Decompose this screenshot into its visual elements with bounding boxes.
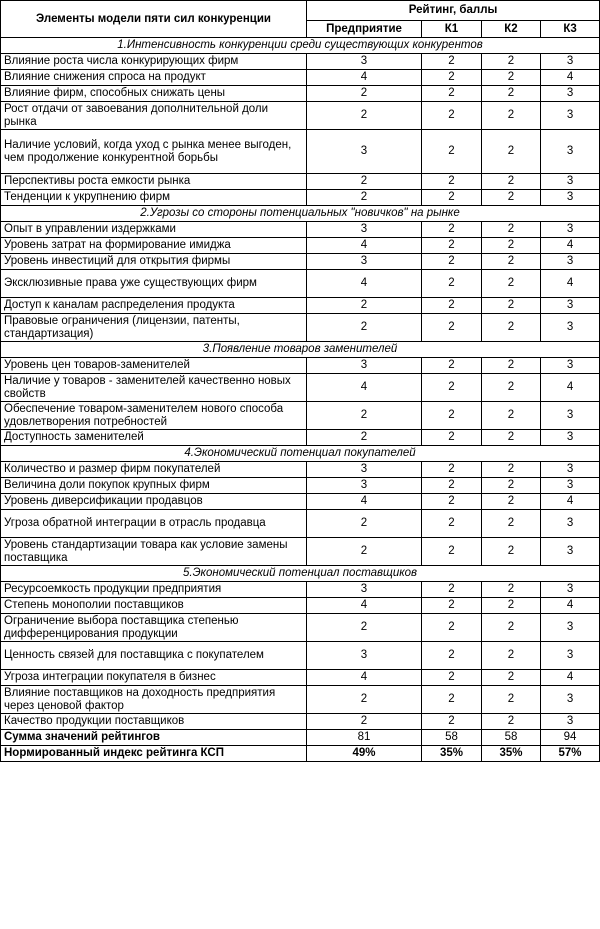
value-k1: 2: [422, 714, 482, 730]
value-k3: 3: [541, 686, 600, 714]
row-label: Доступ к каналам распределения продукта: [1, 298, 307, 314]
value-k2: 2: [482, 714, 541, 730]
value-k3: 4: [541, 238, 600, 254]
value-k3: 3: [541, 298, 600, 314]
value-enterprise: 4: [307, 598, 422, 614]
col-header-rating: Рейтинг, баллы: [307, 1, 600, 21]
value-enterprise: 3: [307, 478, 422, 494]
value-enterprise: 4: [307, 270, 422, 298]
value-enterprise: 4: [307, 374, 422, 402]
value-enterprise: 2: [307, 174, 422, 190]
col-header-k3: К3: [541, 21, 600, 38]
value-k3: 3: [541, 510, 600, 538]
value-enterprise: 3: [307, 462, 422, 478]
value-enterprise: 2: [307, 686, 422, 714]
value-k2: 2: [482, 582, 541, 598]
value-k1: 2: [422, 314, 482, 342]
value-k2: 2: [482, 130, 541, 174]
value-enterprise: 2: [307, 714, 422, 730]
row-label: Тенденции к укрупнению фирм: [1, 190, 307, 206]
value-k3: 4: [541, 494, 600, 510]
row-label: Доступность заменителей: [1, 430, 307, 446]
value-k1: 2: [422, 670, 482, 686]
value-k1: 2: [422, 70, 482, 86]
value-k1: 2: [422, 642, 482, 670]
row-label: Угроза интеграции покупателя в бизнес: [1, 670, 307, 686]
row-label: Количество и размер фирм покупателей: [1, 462, 307, 478]
value-k1: 2: [422, 358, 482, 374]
value-k3: 3: [541, 102, 600, 130]
value-enterprise: 4: [307, 238, 422, 254]
value-enterprise: 2: [307, 402, 422, 430]
value-k1: 2: [422, 374, 482, 402]
value-k2: 2: [482, 538, 541, 566]
value-enterprise: 2: [307, 430, 422, 446]
value-enterprise: 3: [307, 54, 422, 70]
row-label: Наличие условий, когда уход с рынка менее выгоден, чем продолжение конкурентной борьбы: [1, 130, 307, 174]
value-enterprise: 2: [307, 102, 422, 130]
row-label: Уровень инвестиций для открытия фирмы: [1, 254, 307, 270]
row-label: Качество продукции поставщиков: [1, 714, 307, 730]
value-k2: 2: [482, 614, 541, 642]
value-enterprise: 3: [307, 642, 422, 670]
section-title: 4.Экономический потенциал покупателей: [1, 446, 600, 462]
value-k1: 2: [422, 222, 482, 238]
value-k1: 2: [422, 478, 482, 494]
value-enterprise: 3: [307, 358, 422, 374]
value-enterprise: 3: [307, 582, 422, 598]
row-label: Уровень стандартизации товара как условие замены поставщика: [1, 538, 307, 566]
value-k1: 2: [422, 538, 482, 566]
value-k3: 3: [541, 642, 600, 670]
row-label: Влияние поставщиков на доходность предприятия через ценовой фактор: [1, 686, 307, 714]
sum-row: [1, 730, 600, 746]
value-k3: 4: [541, 270, 600, 298]
section-title: 2.Угрозы со стороны потенциальных "новичков" на рынке: [1, 206, 600, 222]
value-enterprise: 3: [307, 130, 422, 174]
value-k3: 3: [541, 86, 600, 102]
value-k1: 2: [422, 402, 482, 430]
row-label: Опыт в управлении издержками: [1, 222, 307, 238]
value-k1: 2: [422, 298, 482, 314]
row-label: Рост отдачи от завоевания дополнительной доли рынка: [1, 102, 307, 130]
value-k2: 2: [482, 174, 541, 190]
value-k2: 2: [482, 462, 541, 478]
value-k1: 2: [422, 254, 482, 270]
value-k2: 2: [482, 494, 541, 510]
value-k2: 2: [482, 70, 541, 86]
value-k3: 4: [541, 598, 600, 614]
value-k3: 3: [541, 54, 600, 70]
value-enterprise: 3: [307, 222, 422, 238]
index-enterprise: 49%: [307, 746, 422, 762]
col-header-k2: К2: [482, 21, 541, 38]
value-k2: 2: [482, 510, 541, 538]
value-enterprise: 4: [307, 70, 422, 86]
value-k3: 3: [541, 714, 600, 730]
value-k2: 2: [482, 670, 541, 686]
row-label: Уровень затрат на формирование имиджа: [1, 238, 307, 254]
value-k2: 2: [482, 686, 541, 714]
value-k3: 3: [541, 130, 600, 174]
value-enterprise: 2: [307, 510, 422, 538]
value-k1: 2: [422, 86, 482, 102]
value-k2: 2: [482, 222, 541, 238]
sum-k3: 94: [541, 730, 600, 746]
value-k1: 2: [422, 190, 482, 206]
sum-enterprise: 81: [307, 730, 422, 746]
value-enterprise: 2: [307, 614, 422, 642]
value-enterprise: 2: [307, 538, 422, 566]
value-k1: 2: [422, 598, 482, 614]
sum-k1: 58: [422, 730, 482, 746]
value-enterprise: 3: [307, 254, 422, 270]
value-k3: 3: [541, 478, 600, 494]
value-k1: 2: [422, 130, 482, 174]
sum-k2: 58: [482, 730, 541, 746]
value-k3: 3: [541, 190, 600, 206]
row-label: Ограничение выбора поставщика степенью дифференцирования продукции: [1, 614, 307, 642]
value-k3: 3: [541, 314, 600, 342]
value-k2: 2: [482, 298, 541, 314]
value-k1: 2: [422, 510, 482, 538]
sum-label: Сумма значений рейтингов: [1, 730, 307, 746]
value-k3: 3: [541, 254, 600, 270]
index-k3: 57%: [541, 746, 600, 762]
row-label: Наличие у товаров - заменителей качественно новых свойств: [1, 374, 307, 402]
value-k1: 2: [422, 270, 482, 298]
row-label: Влияние роста числа конкурирующих фирм: [1, 54, 307, 70]
value-k3: 4: [541, 670, 600, 686]
value-k2: 2: [482, 642, 541, 670]
index-k2: 35%: [482, 746, 541, 762]
value-k1: 2: [422, 582, 482, 598]
section-title: 5.Экономический потенциал поставщиков: [1, 566, 600, 582]
value-k1: 2: [422, 102, 482, 130]
value-k3: 3: [541, 582, 600, 598]
index-row: [1, 746, 600, 762]
value-k2: 2: [482, 254, 541, 270]
row-label: Степень монополии поставщиков: [1, 598, 307, 614]
value-k1: 2: [422, 686, 482, 714]
row-label: Эксклюзивные права уже существующих фирм: [1, 270, 307, 298]
value-k2: 2: [482, 54, 541, 70]
row-label: Ценность связей для поставщика с покупателем: [1, 642, 307, 670]
row-label: Уровень диверсификации продавцов: [1, 494, 307, 510]
value-k2: 2: [482, 270, 541, 298]
value-k3: 4: [541, 70, 600, 86]
value-k2: 2: [482, 102, 541, 130]
row-label: Влияние фирм, способных снижать цены: [1, 86, 307, 102]
index-label: Нормированный индекс рейтинга КСП: [1, 746, 307, 762]
value-k3: 3: [541, 538, 600, 566]
value-enterprise: 2: [307, 298, 422, 314]
value-k1: 2: [422, 614, 482, 642]
row-label: Влияние снижения спроса на продукт: [1, 70, 307, 86]
value-k2: 2: [482, 358, 541, 374]
col-header-k1: К1: [422, 21, 482, 38]
value-k2: 2: [482, 238, 541, 254]
value-enterprise: 2: [307, 314, 422, 342]
row-label: Угроза обратной интеграции в отрасль продавца: [1, 510, 307, 538]
value-k2: 2: [482, 478, 541, 494]
value-enterprise: 2: [307, 190, 422, 206]
value-enterprise: 2: [307, 86, 422, 102]
value-k3: 3: [541, 430, 600, 446]
value-enterprise: 4: [307, 670, 422, 686]
row-label: Уровень цен товаров-заменителей: [1, 358, 307, 374]
row-label: Величина доли покупок крупных фирм: [1, 478, 307, 494]
col-header-element: Элементы модели пяти сил конкуренции: [1, 1, 307, 38]
value-k1: 2: [422, 494, 482, 510]
value-k3: 3: [541, 222, 600, 238]
value-k2: 2: [482, 86, 541, 102]
value-k3: 3: [541, 402, 600, 430]
value-k3: 3: [541, 462, 600, 478]
index-k1: 35%: [422, 746, 482, 762]
value-k3: 4: [541, 374, 600, 402]
value-k1: 2: [422, 430, 482, 446]
value-k3: 3: [541, 358, 600, 374]
value-k1: 2: [422, 238, 482, 254]
section-title: 3.Появление товаров заменителей: [1, 342, 600, 358]
value-k2: 2: [482, 374, 541, 402]
value-k1: 2: [422, 174, 482, 190]
value-enterprise: 4: [307, 494, 422, 510]
value-k2: 2: [482, 430, 541, 446]
value-k1: 2: [422, 462, 482, 478]
value-k2: 2: [482, 598, 541, 614]
value-k2: 2: [482, 190, 541, 206]
value-k3: 3: [541, 174, 600, 190]
section-title: 1.Интенсивность конкуренции среди существующих конкурентов: [1, 38, 600, 54]
row-label: Правовые ограничения (лицензии, патенты, стандартизация): [1, 314, 307, 342]
row-label: Ресурсоемкость продукции предприятия: [1, 582, 307, 598]
row-label: Перспективы роста емкости рынка: [1, 174, 307, 190]
value-k1: 2: [422, 54, 482, 70]
value-k2: 2: [482, 402, 541, 430]
value-k3: 3: [541, 614, 600, 642]
row-label: Обеспечение товаром-заменителем нового способа удовлетворения потребностей: [1, 402, 307, 430]
col-header-enterprise: Предприятие: [307, 21, 422, 38]
value-k2: 2: [482, 314, 541, 342]
